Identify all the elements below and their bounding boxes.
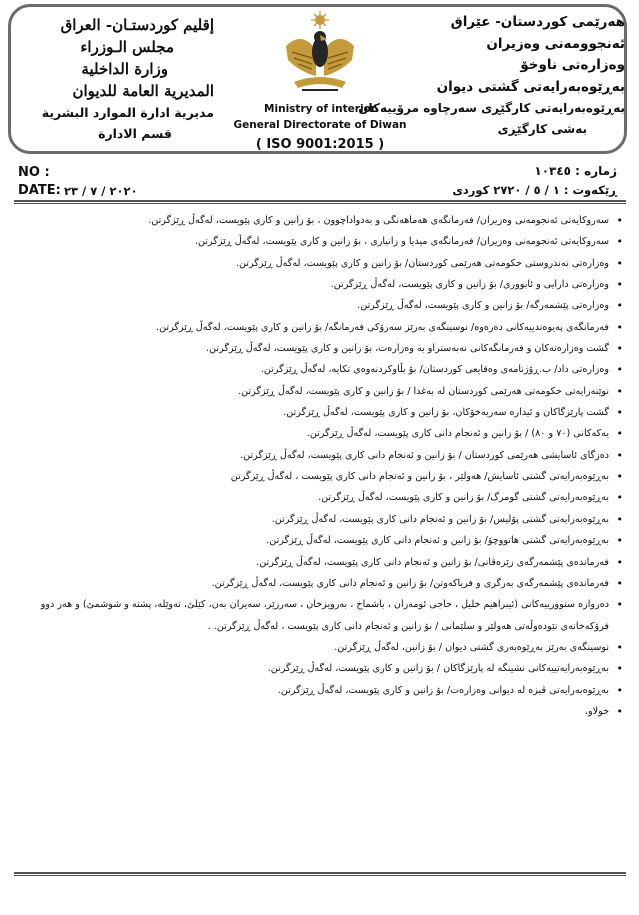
- top-divider-thin: [14, 203, 626, 204]
- list-item: • گشت پارێزگاکان و ئیدارە سەربەخۆکان، بۆ زانین و کاری پێویست، لەگەڵ ڕێزگرتن.: [19, 402, 625, 423]
- bullet-icon: •: [616, 576, 623, 590]
- bullet-icon: •: [616, 363, 623, 377]
- bullet-icon: •: [616, 214, 623, 227]
- ministry-english-title: [228, 101, 412, 155]
- ministry-name: Ministry of interior: [264, 103, 376, 115]
- list-item: • وەزارەتی داد/ ب.ڕۆژنامەی وەقایعی کوردستان/ بۆ بڵاوکردنەوەی تکایە، لەگەڵ ڕێزگرتن.: [19, 359, 625, 380]
- list-item: • فەرماندەی پێشمەرگەی بەرگری و فریاکەوتن/ بۆ زانین و ئەنجام دانی کاری پێویست، لەگەڵ ڕێزگرتن.: [19, 573, 625, 594]
- bullet-icon: •: [616, 704, 623, 718]
- footer-divider-thin: [14, 875, 626, 876]
- bullet-icon: •: [616, 427, 623, 441]
- bullet-icon: •: [616, 384, 623, 398]
- bullet-icon: •: [616, 512, 623, 526]
- list-item: • نوسینگەی بەرێز بەڕێوەبەری گشتی دیوان / بۆ زانین، لەگەڵ ڕێزگرتن.: [19, 637, 625, 658]
- bullet-icon: •: [616, 406, 623, 420]
- bullet-icon: •: [616, 662, 623, 676]
- bullet-icon: •: [616, 278, 623, 292]
- list-item: • بەڕێوەبەرایەتی گشتی ئاسایش/ هەولێر ، بۆ زانین و ئەنجام دانی کاری پێویست ، لەگەڵ ڕێزگرتن: [19, 466, 625, 487]
- arabic-letterhead-line: إقليم كوردستـان- العراق: [60, 16, 214, 34]
- kurdistan-emblem-icon: [272, 10, 368, 96]
- bullet-icon: •: [616, 555, 623, 569]
- list-item: • فەرماندەی پێشمەرگەی زێرەڤانی/ بۆ زانین و ئەنجام دانی کاری پێویست، لەگەڵ ڕێزگرتن.: [19, 552, 625, 573]
- list-item: • سەروکایەتی ئەنجومەنی وەزیران/ فەرمانگەی میدیا و زانیاری ، بۆ زانین و کاری پێویست، لەگەڵ ڕێزگرتن.: [19, 231, 625, 252]
- kurdish-letterhead-line: بەڕێوەبەرایەتی گشتی دیوان: [436, 78, 625, 95]
- bullet-icon: •: [616, 640, 623, 654]
- bullet-icon: •: [616, 320, 623, 334]
- arabic-letterhead-line: المديرية العامة للديوان: [72, 82, 214, 100]
- distribution-list: [19, 210, 625, 722]
- no-label: NO :: [18, 165, 50, 180]
- list-item: • بەڕێوەبەرایەتی گشتی هاتووچۆ/ بۆ زانین و ئەنجام دانی کاری پێویست، لەگەڵ ڕێزگرتن.: [19, 530, 625, 551]
- kurdish-date: ڕێکەوت : ١ / ٥ / ٢٧٢٠ کوردی: [452, 183, 617, 197]
- arabic-letterhead-line: مديرية ادارة الموارد البشرية: [41, 105, 214, 120]
- list-item: • دەزگای ئاسایشی هەرێمی کوردستان / بۆ زانین و ئەنجام دانی کاری پێویست، لەگەڵ ڕێزگرتن.: [19, 445, 625, 466]
- bullet-icon: •: [616, 342, 623, 356]
- bullet-icon: •: [616, 256, 623, 270]
- date-value: ٢٠٢٠ / ٧ / ٢٣: [64, 184, 138, 198]
- bullet-icon: •: [616, 470, 623, 484]
- bullet-icon: •: [616, 491, 623, 505]
- kurdish-letterhead-line: وەزارەتی ناوخۆ: [520, 57, 625, 73]
- kurdish-letterhead-line: هەرێمی کوردستان- عێراق: [450, 14, 625, 30]
- kurdish-letterhead-line: بەشی کارگێڕی: [497, 122, 587, 136]
- list-item: • نوێنەرایەتی حکومەتی هەرێمی کوردستان لە بەغدا / بۆ زانین و کاری پێویست، لەگەڵ ڕێزگرتن.: [19, 381, 625, 402]
- list-item: • سەروکایەتی ئەنجومەنی وەزیران/ فەرمانگەی هەماهەنگی و بەدواداچوون ، بۆ زانین و کاری پێویست، لەگەڵ ڕێزگرتن.: [19, 210, 625, 231]
- list-item: • یەکەکانی (٧٠ و ٨٠) / بۆ زانین و ئەنجام دانی کاری پێویست، لەگەڵ ڕێزگرتن.: [19, 423, 625, 444]
- top-divider: [14, 200, 626, 202]
- list-item: • گشت وەزارەتەکان و فەرمانگەکانی نەبەستراو بە وەزارەت، بۆ زانین و کاری پێویست، لەگەڵ ڕێزگرتن.: [19, 338, 625, 359]
- list-item: • بەڕێوەبەرایەتی گشتی پۆلیس/ بۆ زانین و ئەنجام دانی کاری پێویست، لەگەڵ ڕێزگرتن.: [19, 509, 625, 530]
- list-item: • وەزارەتی دارایی و ئابووری/ بۆ زانین و کاری پێویست، لەگەڵ ڕێزگرتن.: [19, 274, 625, 295]
- arabic-letterhead-line: مجلس الـوزراء: [80, 38, 174, 56]
- list-item: • خولاو.: [19, 701, 625, 722]
- bullet-icon: •: [616, 598, 623, 612]
- bullet-icon: •: [616, 534, 623, 548]
- list-item: • دەروازە سنوورییەکانی (ئیبراهیم خلیل ، حاجی ئومەران ، باشماخ ، بەرویزخان ، سەرزێر، سەیران بەن، کێلێ، تەوێلە، پشتە و شوشمێ) و هەر دوو فرۆکەخانەی نێودەوڵەتی هەولێر و سلێمانی / بۆ زانین و ئەنجام دانی کاری پێویست ، لەگەڵ ڕێزگرتن. .: [19, 594, 625, 637]
- bullet-icon: •: [616, 235, 623, 249]
- arabic-letterhead-line: قسم الادارة: [98, 126, 172, 141]
- iso-certification: ( ISO 9001:2015 ): [255, 137, 385, 152]
- document-number: ژمارە : ١٠٣٤٥: [534, 164, 617, 178]
- list-item: • وەزارەتی پێشمەرگە/ بۆ زانین و کاری پێویست، لەگەڵ ڕێزگرتن.: [19, 295, 625, 316]
- list-item: • فەرمانگەی پەیوەندییەکانی دەرەوە/ نوسینگەی بەرێز سەرۆکی فەرمانگە/ بۆ زانین و کاری پێویست، لەگەڵ ڕێزگرتن.: [19, 317, 625, 338]
- list-item: • بەڕێوەبەرایەتییەکانی نشینگە لە پارێزگاکان / بۆ زانین و کاری پێویست، لەگەڵ ڕێزگرتن.: [19, 658, 625, 679]
- bullet-icon: •: [616, 683, 623, 697]
- kurdish-letterhead-line: ئەنجوومەنی وەزیران: [486, 35, 625, 52]
- footer-divider: [14, 872, 626, 874]
- kurdish-letterhead-line: بەڕێوەبەرایەتی کارگێڕی سەرچاوە مرۆییەکان: [358, 101, 625, 115]
- bullet-icon: •: [616, 448, 623, 462]
- list-item: • بەڕێوەبەرایەتی ڤیزە لە دیوانی وەزارەت/ بۆ زانین و کاری پێویست، لەگەڵ ڕێزگرتن.: [19, 680, 625, 701]
- list-item: • بەڕێوەبەرایەتی گشتی گومرگ/ بۆ زانین و کاری پێویست، لەگەڵ ڕێزگرتن.: [19, 487, 625, 508]
- list-item: • وەزارەتی تەندروستی حکومەتی هەرێمی کوردستان/ بۆ زانین و کاری پێویست، لەگەڵ ڕێزگرتن.: [19, 253, 625, 274]
- directorate-name: General Directorate of Diwan: [233, 119, 407, 131]
- date-label: DATE:: [18, 183, 61, 198]
- bullet-icon: •: [616, 299, 623, 313]
- arabic-letterhead-line: وزارة الداخلية: [81, 60, 168, 78]
- arabic-letterhead: [14, 14, 214, 144]
